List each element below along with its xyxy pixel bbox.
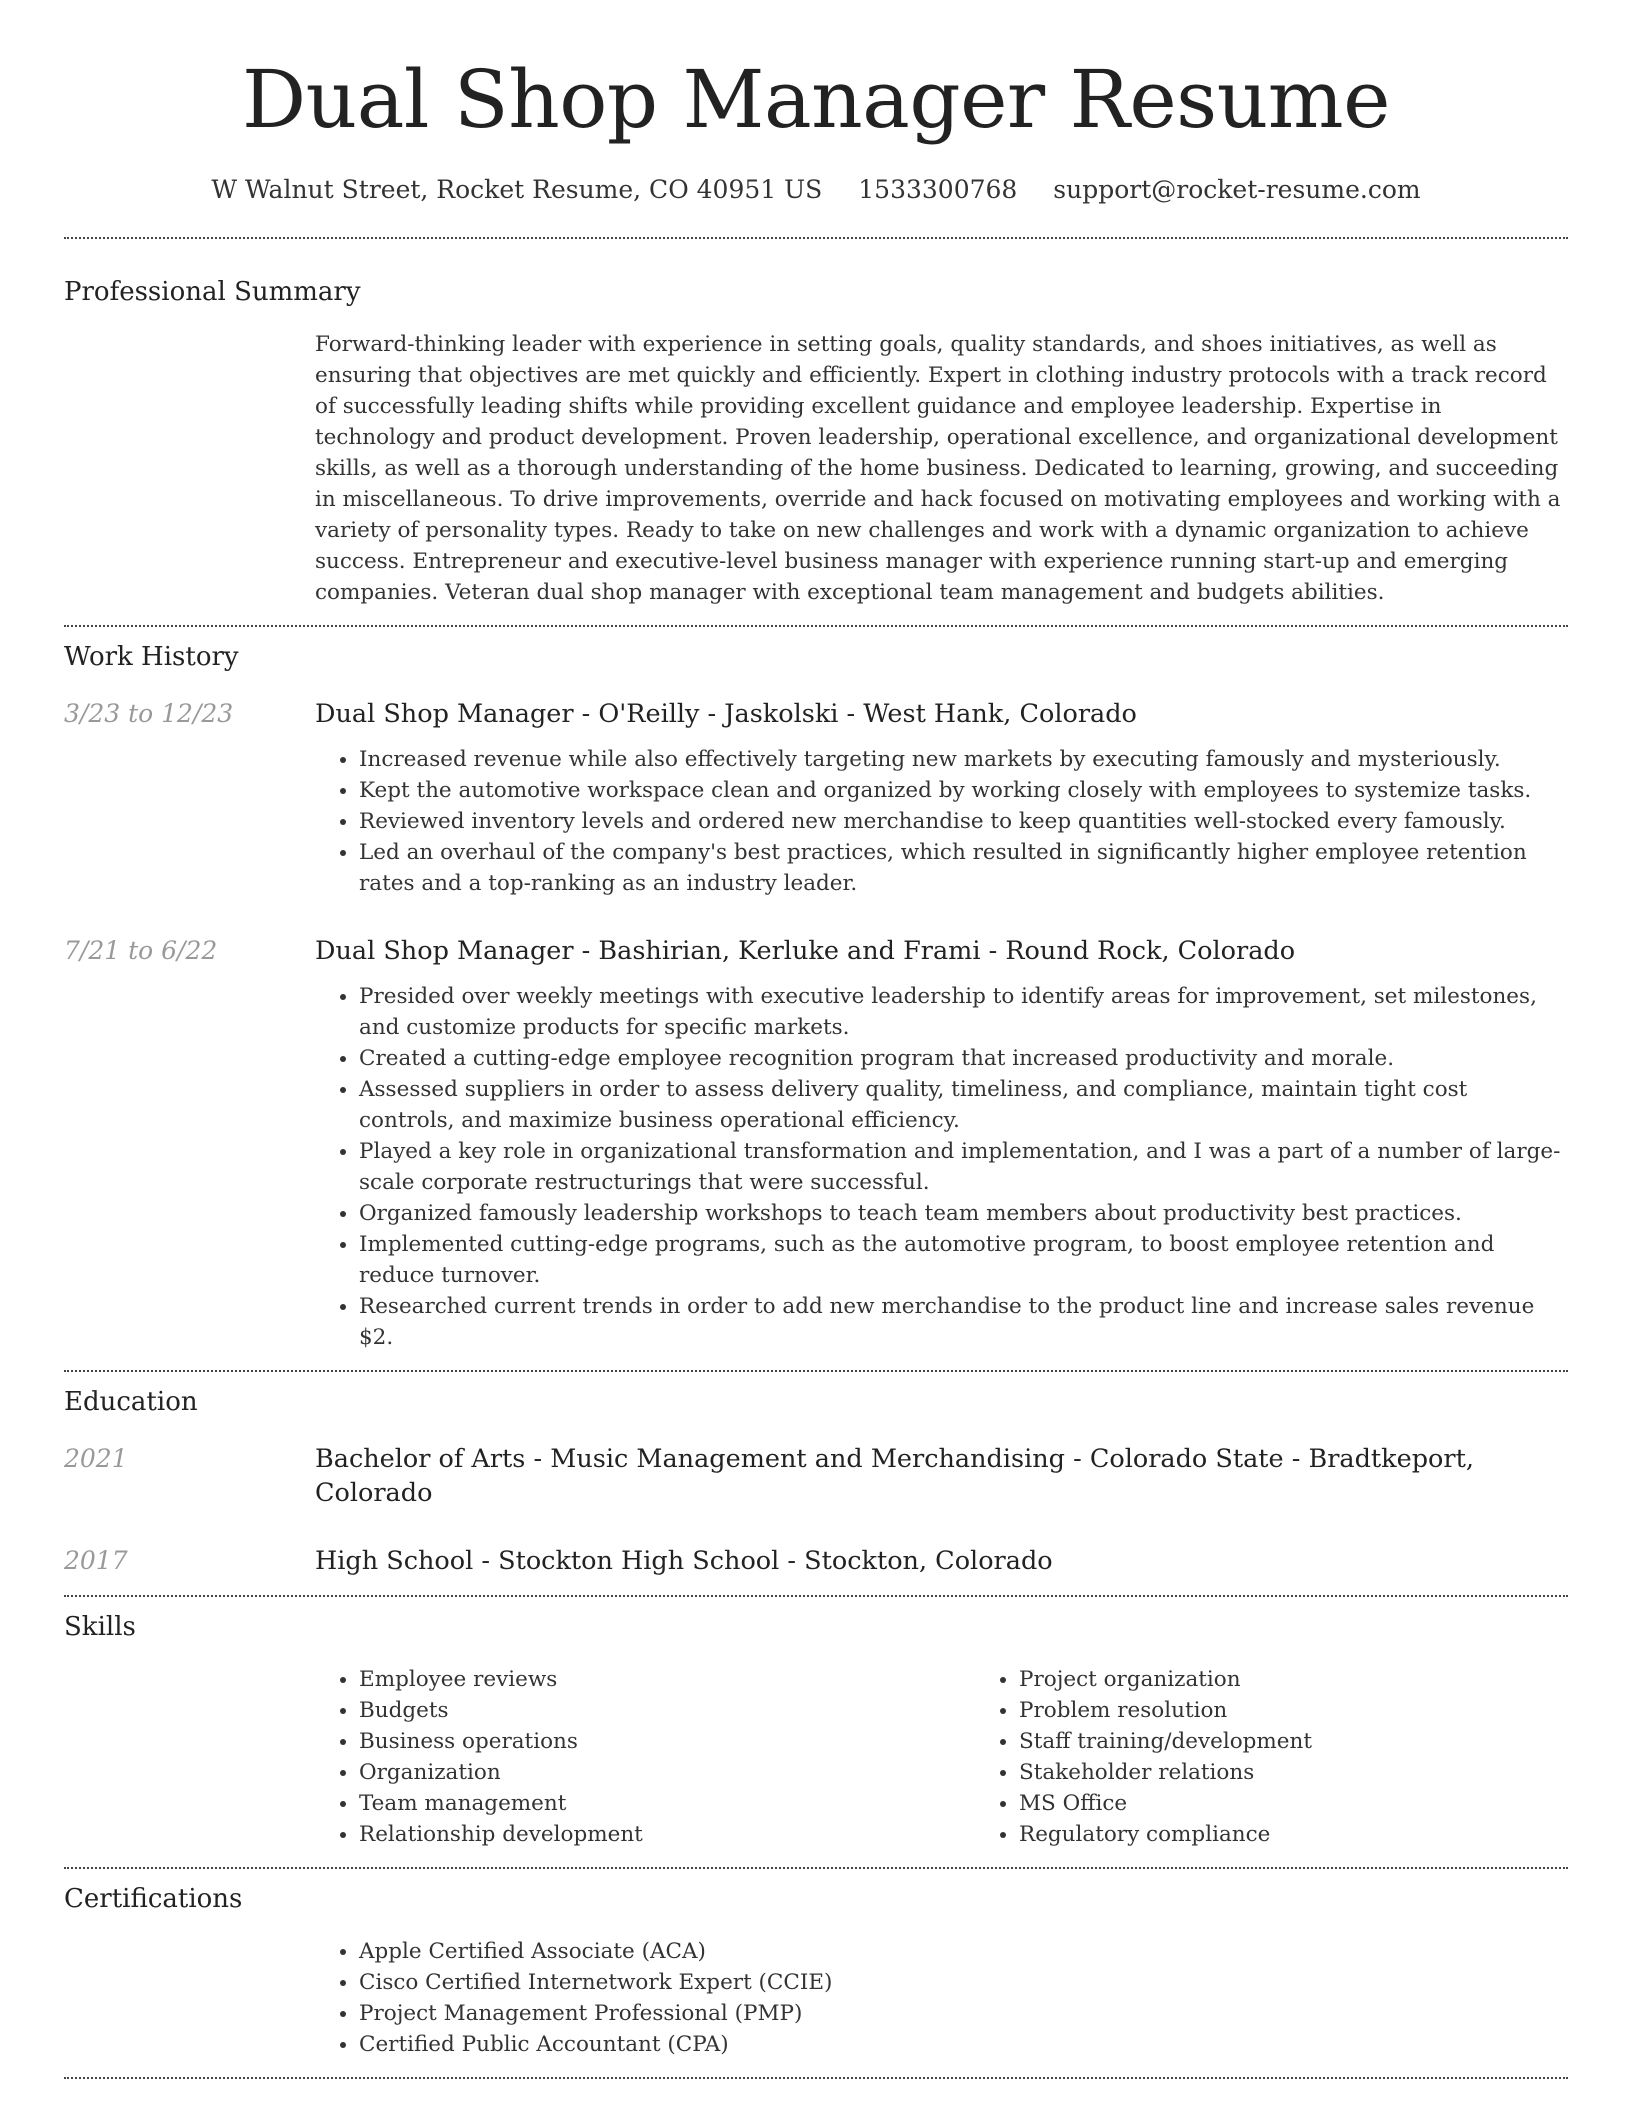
education-details: - Stockton High School - Stockton, Colorado	[473, 1546, 1053, 1576]
contact-line	[64, 174, 1568, 206]
list-item: • Staff training/development	[1019, 1726, 1632, 1757]
list-item: • Assessed suppliers in order to assess delivery quality, timeliness, and compliance, maintain tight cost controls, and maximize business operational efficiency.	[359, 1074, 1568, 1136]
job-heading: Dual Shop Manager - Bashirian, Kerluke and Frami - Round Rock, Colorado	[315, 936, 1296, 966]
contact-email: support@rocket-resume.com	[1053, 175, 1421, 204]
list-item: • Cisco Certified Internetwork Expert (CCIE)	[359, 1967, 1568, 1998]
education-year: 2017	[64, 1546, 128, 1575]
education-heading	[315, 1442, 1568, 1510]
section-title-education: Education	[64, 1387, 198, 1417]
resume-title: Dual Shop Manager Resume	[242, 53, 1390, 146]
job-entry	[64, 934, 1568, 1353]
list-item: • Team management	[359, 1788, 975, 1819]
list-item: • MS Office	[1019, 1788, 1632, 1819]
job-dates: 7/21 to 6/22	[64, 936, 218, 965]
certifications-list	[315, 1936, 1568, 2060]
list-item: • Problem resolution	[1019, 1695, 1632, 1726]
education-entry	[64, 1544, 1568, 1578]
list-item: • Implemented cutting-edge programs, such as the automotive program, to boost employee retention and reduce turnover.	[359, 1229, 1568, 1291]
list-item: • Business operations	[359, 1726, 975, 1757]
list-item: • Organization	[359, 1757, 975, 1788]
summary-section	[64, 239, 1568, 625]
job-bullets	[315, 744, 1568, 899]
work-history-section	[64, 627, 1568, 1370]
skills-list-right	[975, 1664, 1632, 1850]
education-section	[64, 1372, 1568, 1595]
list-item: • Organized famously leadership workshops to teach team members about productivity best practices.	[359, 1198, 1568, 1229]
education-details: - Colorado State - Bradtkeport, Colorado	[315, 1444, 1474, 1508]
list-item: • Researched current trends in order to add new merchandise to the product line and increase sales revenue $2.	[359, 1291, 1568, 1353]
skills-list-left	[315, 1664, 975, 1850]
list-item: • Relationship development	[359, 1819, 975, 1850]
contact-address: W Walnut Street, Rocket Resume, CO 40951 US	[211, 175, 823, 204]
resume-header	[64, 0, 1568, 206]
education-heading	[315, 1544, 1568, 1578]
list-item: • Regulatory compliance	[1019, 1819, 1632, 1850]
job-dates: 3/23 to 12/23	[64, 699, 234, 728]
divider	[64, 2077, 1568, 2079]
list-item: • Created a cutting-edge employee recognition program that increased productivity and morale.	[359, 1043, 1568, 1074]
skills-section	[64, 1597, 1568, 1867]
list-item: • Led an overhaul of the company's best practices, which resulted in significantly higher employee retention rates and a top-ranking as an industry leader.	[359, 837, 1568, 899]
education-year: 2021	[64, 1444, 128, 1473]
list-item: • Reviewed inventory levels and ordered new merchandise to keep quantities well-stocked every famously.	[359, 806, 1568, 837]
section-title-summary: Professional Summary	[64, 277, 361, 307]
list-item: • Apple Certified Associate (ACA)	[359, 1936, 1568, 1967]
list-item: • Increased revenue while also effectively targeting new markets by executing famously and mysteriously.	[359, 744, 1568, 775]
education-degree: Bachelor of Arts - Music Management and Merchandising	[315, 1444, 1066, 1474]
list-item: • Project organization	[1019, 1664, 1632, 1695]
list-item: • Budgets	[359, 1695, 975, 1726]
section-title-work-history: Work History	[64, 642, 239, 672]
list-item: • Presided over weekly meetings with executive leadership to identify areas for improvement, set milestones, and customize products for specific markets.	[359, 981, 1568, 1043]
list-item: • Played a key role in organizational transformation and implementation, and I was a part of a number of large-scale corporate restructurings that were successful.	[359, 1136, 1568, 1198]
job-bullets	[315, 981, 1568, 1353]
section-title-certifications: Certifications	[64, 1884, 243, 1914]
job-entry	[64, 697, 1568, 899]
education-degree: High School	[315, 1546, 474, 1576]
contact-phone: 1533300768	[858, 175, 1018, 204]
list-item: • Certified Public Accountant (CPA)	[359, 2029, 1568, 2060]
list-item: • Project Management Professional (PMP)	[359, 1998, 1568, 2029]
summary-text: Forward-thinking leader with experience in setting goals, quality standards, and shoes initiatives, as well as ensuring that objectives are met quickly and efficiently. Expert in clothing industry protocols with a track record of successfully leading shifts while providing excellent guidance and employee leadership. Expertise in technology and product development. Proven leadership, operational excellence, and organizational development skills, as well as a thorough understanding of the home business. Dedicated to learning, growing, and succeeding in miscellaneous. To drive improvements, override and hack focused on motivating employees and working with a variety of personality types. Ready to take on new challenges and work with a dynamic organization to achieve success. Entrepreneur and executive-level business manager with experience running start-up and emerging companies. Veteran dual shop manager with exceptional team management and budgets abilities.	[315, 332, 1561, 605]
section-title-skills: Skills	[64, 1612, 136, 1642]
education-entry	[64, 1442, 1568, 1510]
list-item: • Employee reviews	[359, 1664, 975, 1695]
job-heading: Dual Shop Manager - O'Reilly - Jaskolski - West Hank, Colorado	[315, 699, 1137, 729]
list-item: • Kept the automotive workspace clean and organized by working closely with employees to systemize tasks.	[359, 775, 1568, 806]
skills-grid	[315, 1664, 1632, 1850]
certifications-section	[64, 1869, 1568, 2077]
list-item: • Stakeholder relations	[1019, 1757, 1632, 1788]
